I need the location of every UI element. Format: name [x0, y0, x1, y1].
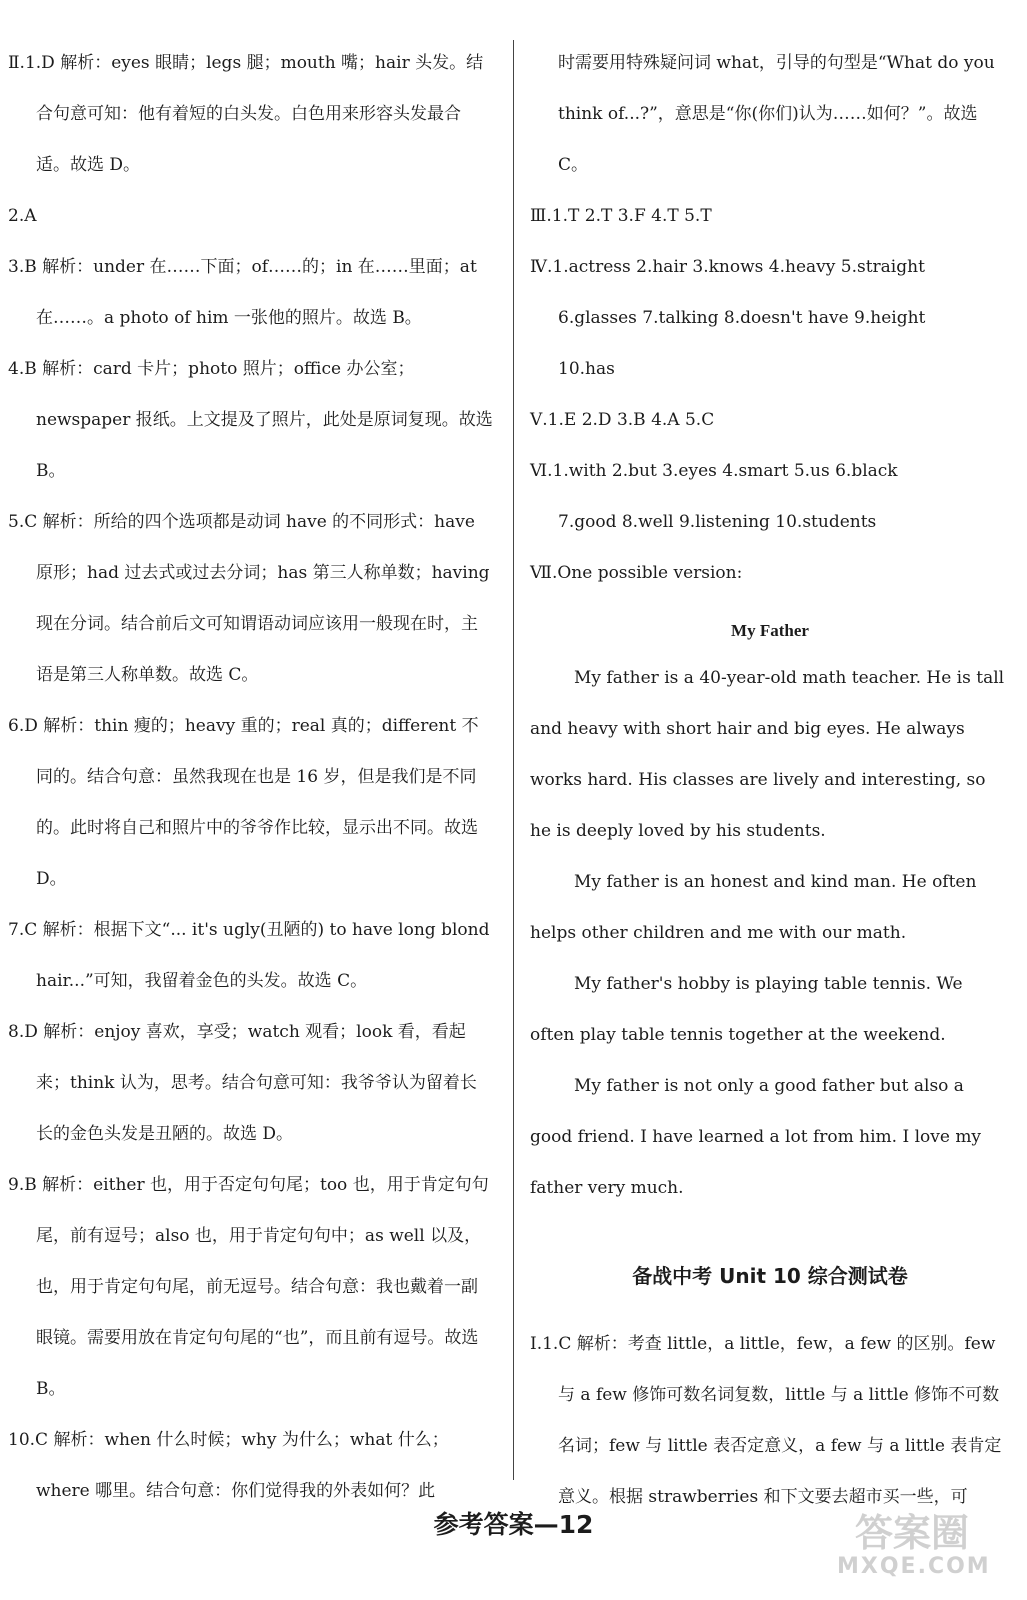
answer-ii-1: Ⅱ.1.D 解析：eyes 眼睛；legs 腿；mouth 嘴；hair 头发。结合句意可知：他有着短的白头发。白色用来形容头发最合适。故选 D。	[8, 53, 484, 175]
column-divider	[513, 40, 514, 1480]
page-footer: 参考答案—12	[433, 1510, 594, 1539]
watermark-text: 答案圈	[854, 1511, 969, 1555]
answers-section-iv-line2: 6.glasses 7.talking 8.doesn't have 9.height	[558, 308, 926, 328]
answer-ii-4: 4.B 解析：card 卡片；photo 照片；office 办公室；newspaper 报纸。上文提及了照片，此处是原词复现。故选 B。	[8, 359, 493, 481]
answers-section-vi-line1: Ⅵ.1.with 2.but 3.eyes 4.smart 5.us 6.black	[530, 461, 898, 481]
answers-section-vi-line2: 7.good 8.well 9.listening 10.students	[558, 512, 877, 532]
answer-ii-2: 2.A	[8, 206, 37, 226]
answer-ii-6: 6.D 解析：thin 瘦的；heavy 重的；real 真的；different 不同的。结合句意：虽然我现在也是 16 岁，但是我们是不同的。此时将自己和照片中的爷爷作比较，显示出不同。故选 D。	[8, 716, 479, 889]
essay-title: My Father	[731, 621, 809, 640]
answer-ii-9: 9.B 解析：either 也，用于否定句句尾；too 也，用于肯定句句尾，前有逗号；also 也，用于肯定句句中；as well 以及，也，用于肯定句句尾，前无逗号。结合句意：我也戴着一副眼镜。需要用放在肯定句句尾的“也”，而且前有逗号。故选 B。	[8, 1175, 489, 1399]
watermark-logo	[837, 1511, 991, 1582]
answers-section-vii: Ⅶ.One possible version:	[530, 563, 743, 583]
unit10-test-title: 备战中考 Unit 10 综合测试卷	[632, 1264, 908, 1288]
answers-section-iv-line3: 10.has	[558, 359, 615, 379]
watermark-url: MXQE.COM	[837, 1554, 991, 1579]
essay-paragraph: My father's hobby is playing table tennis. We often play table tennis together at the weekend.	[530, 974, 963, 1045]
answer-ii-7: 7.C 解析：根据下文“... it's ugly(丑陋的) to have long blond hair...”可知，我留着金色的头发。故选 C。	[8, 920, 490, 991]
essay-paragraph: My father is not only a good father but also a good friend. I have learned a lot from him. I love my father very much.	[530, 1076, 982, 1198]
answer-ii-10: 10.C 解析：when 什么时候；why 为什么；what 什么；where 哪里。结合句意：你们觉得我的外表如何？此	[8, 1430, 449, 1501]
answer-unit10-i-1: Ⅰ.1.C 解析：考查 little，a little，few，a few 的区别。few 与 a few 修饰可数名词复数，little 与 a little 修饰不可数名词；few 与 little 表否定意义，a few 与 a little 表肯定意义。根据 strawberries 和下文要去超市买一些，可	[530, 1334, 1002, 1507]
essay-paragraph: My father is a 40-year-old math teacher. He is tall and heavy with short hair and big eyes. He always works hard. His classes are lively and interesting, so he is deeply loved by his students.	[530, 668, 1005, 841]
answer-ii-8: 8.D 解析：enjoy 喜欢，享受；watch 观看；look 看，看起来；think 认为，思考。结合句意可知：我爷爷认为留着长长的金色头发是丑陋的。故选 D。	[8, 1022, 477, 1144]
answer-ii-5: 5.C 解析：所给的四个选项都是动词 have 的不同形式：have 原形；had 过去式或过去分词；has 第三人称单数；having 现在分词。结合前后文可知谓语动词应该用一般现在时，主语是第三人称单数。故选 C。	[8, 512, 490, 685]
left-column	[8, 38, 493, 1517]
answer-ii-10-continued: 时需要用特殊疑问词 what，引导的句型是“What do you think of...?”，意思是“你(你们)认为……如何？”。故选 C。	[558, 53, 995, 175]
essay-paragraph: My father is an honest and kind man. He often helps other children and me with our math.	[530, 872, 977, 943]
answers-section-iii: Ⅲ.1.T 2.T 3.F 4.T 5.T	[530, 206, 712, 226]
answers-section-iv-line1: Ⅳ.1.actress 2.hair 3.knows 4.heavy 5.straight	[530, 257, 925, 277]
essay	[530, 653, 1010, 1214]
answer-ii-3: 3.B 解析：under 在……下面；of……的；in 在……里面；at 在……。a photo of him 一张他的照片。故选 B。	[8, 257, 477, 328]
answers-section-v: Ⅴ.1.E 2.D 3.B 4.A 5.C	[530, 410, 715, 430]
right-column	[530, 38, 1010, 1523]
